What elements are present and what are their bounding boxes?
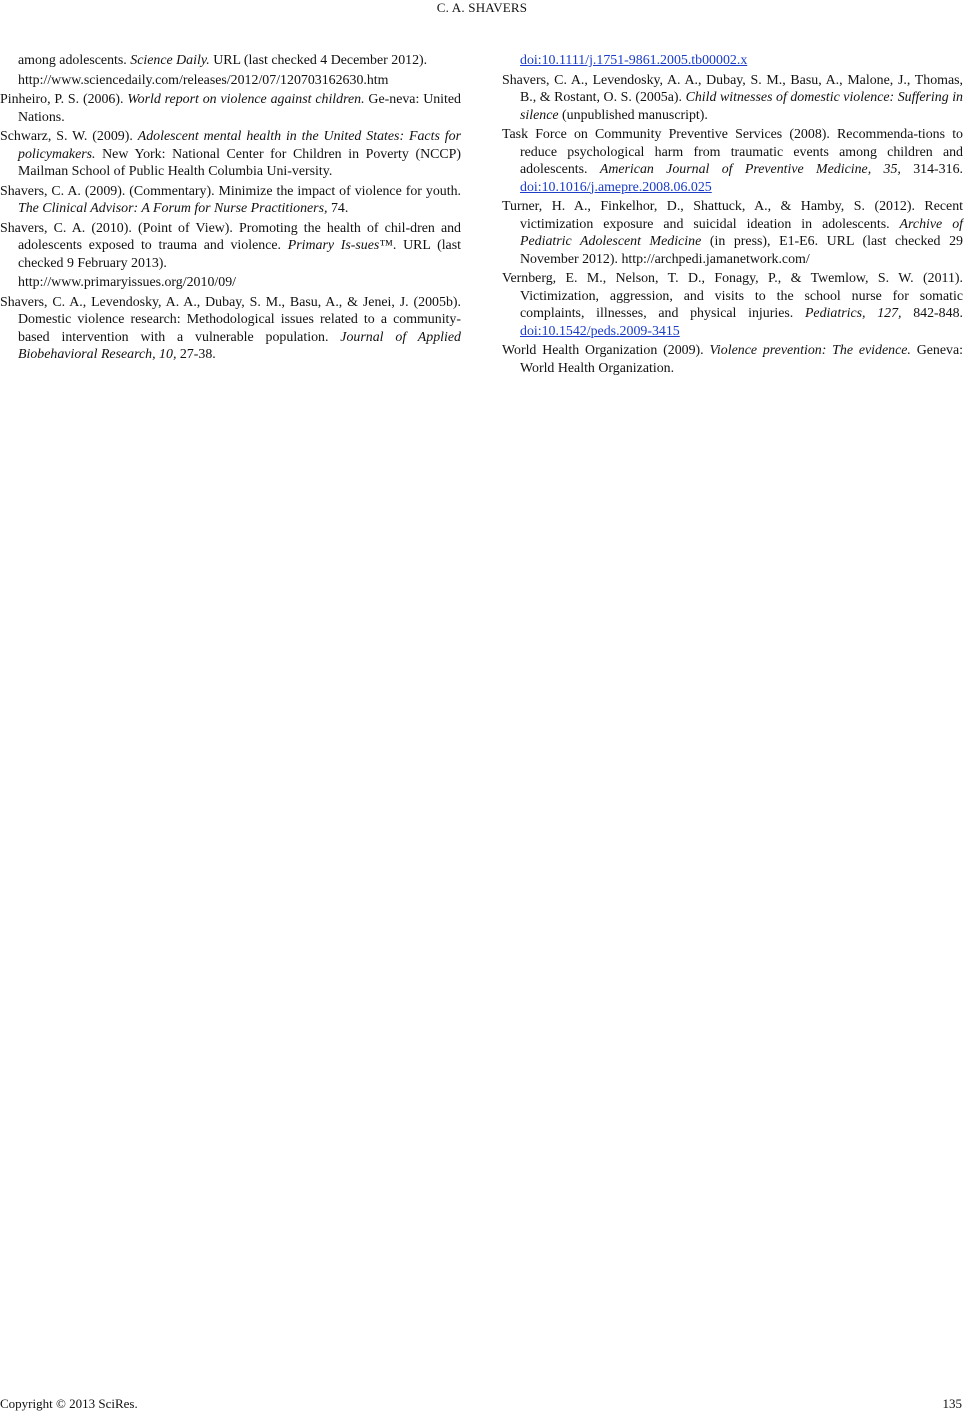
doi-link[interactable]: doi:10.1542/peds.2009-3415: [520, 323, 680, 339]
reference-shavers-2009: Shavers, C. A. (2009). (Commentary). Minimize the impact of violence for youth. The Clinical Advisor: A Forum for Nurse Practitioners, 74.: [0, 183, 461, 216]
reference-shavers-2005b: Shavers, C. A., Levendosky, A. A., Dubay, S. M., Basu, A., & Jenei, J. (2005b). Domestic violence research: Methodological issues related to a community-based intervention with a vulnerable population. Journal of Applied Biobehavioral Research, 10, 27-38.: [0, 294, 461, 362]
reference-shavers-2010: Shavers, C. A. (2010). (Point of View). Promoting the health of chil-dren and adolescents exposed to trauma and violence. Primary Is-sues™. URL (last checked 9 February 2013).: [0, 220, 461, 271]
copyright-notice: Copyright © 2013 SciRes.: [0, 1396, 138, 1411]
journal-name: Primary Is-sues: [287, 238, 380, 253]
reference-turner-2012: Turner, H. A., Finkelhor, D., Shattuck, A., & Hamby, S. (2012). Recent victimization exposure and suicidal ideation in adolescents. Archive of Pediatric Adolescent Medicine (in press), E1-E6. URL (last checked 29 November 2012). http://archpedi.jamanetwork.com/: [502, 199, 963, 267]
report-title: Violence prevention: The evidence.: [709, 343, 911, 358]
reference-vernberg-2011: Vernberg, E. M., Nelson, T. D., Fonagy, P., & Twemlow, S. W. (2011). Victimization, aggression, and visits to the school nurse for somatic complaints, illnesses, and physical injuries. Pediatrics, 127, 842-848. doi:10.1542/peds.2009-3415: [502, 271, 963, 339]
reference-shavers-2005a: Shavers, C. A., Levendosky, A. A., Dubay, S. M., Basu, A., Malone, J., Thomas, B., & Rostant, O. S. (2005a). Child witnesses of domestic violence: Suffering in silence (unpublished manuscript).: [502, 72, 963, 123]
reference-continuation: among adolescents. Science Daily. URL (last checked 4 December 2012).: [18, 53, 428, 68]
journal-name: Science Daily.: [130, 53, 210, 68]
references-right-column: [502, 52, 963, 379]
doi-link[interactable]: doi:10.1016/j.amepre.2008.06.025: [520, 179, 712, 195]
reference-task-force-2008: Task Force on Community Preventive Services (2008). Recommenda-tions to reduce psychological harm from traumatic events among children and adolescents. American Journal of Preventive Medicine, 35, 314-316. doi:10.1016/j.amepre.2008.06.025: [502, 127, 963, 195]
reference-who-2009: World Health Organization (2009). Violence prevention: The evidence. Geneva: World Health Organization.: [502, 343, 964, 376]
book-title: World report on violence against children.: [127, 92, 365, 107]
reference-continuation: [502, 52, 963, 70]
journal-name: Journal of Applied Biobehavioral Research, 10,: [18, 329, 461, 362]
journal-name: American Journal of Preventive Medicine, 35,: [599, 162, 901, 177]
reference-schwarz-2009: Schwarz, S. W. (2009). Adolescent mental health in the United States: Facts for policymakers. New York: National Center for Children in Poverty (NCCP) Mailman School of Public Health Columbia Uni-versity.: [0, 129, 461, 179]
book-title: Adolescent mental health in the United States: Facts for policymakers.: [18, 129, 461, 162]
manuscript-title: Child witnesses of domestic violence: Suffering in silence: [520, 90, 963, 123]
reference-url[interactable]: http://www.primaryissues.org/2010/09/: [18, 275, 236, 290]
references-left-column: [0, 52, 461, 366]
reference-url[interactable]: http://www.sciencedaily.com/releases/2012/07/120703162630.htm: [18, 72, 389, 88]
running-header: C. A. SHAVERS: [436, 0, 528, 15]
reference-pinheiro-2006: Pinheiro, P. S. (2006). World report on violence against children. Ge-neva: United Nations.: [0, 92, 461, 125]
doi-link[interactable]: doi:10.1111/j.1751-9861.2005.tb00002.x: [520, 53, 748, 68]
page-number: 135: [942, 1396, 962, 1411]
journal-name: Archive of Pediatric Adolescent Medicine: [520, 216, 963, 249]
journal-name: Pediatrics, 127,: [804, 306, 902, 321]
journal-name: The Clinical Advisor: A Forum for Nurse Practitioners,: [18, 201, 328, 216]
